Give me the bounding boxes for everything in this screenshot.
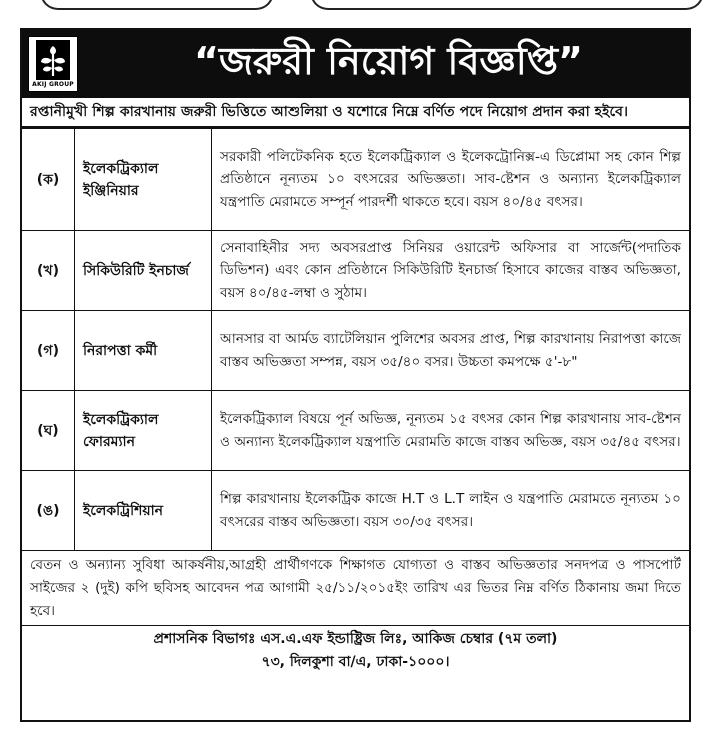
position-serial: (ঘ) <box>22 391 75 471</box>
top-border-curve-right <box>310 0 704 10</box>
leaf-tree-logo-icon <box>36 40 70 80</box>
position-serial: (ঙ) <box>22 471 75 551</box>
position-title: নিরাপত্তা কর্মী <box>75 311 212 391</box>
address-line-2: ৭৩, দিলকুশা বা/এ, ঢাকা-১০০০। <box>261 654 450 670</box>
position-serial: (গ) <box>22 311 75 391</box>
position-serial: (খ) <box>22 231 75 311</box>
table-row <box>22 311 689 391</box>
notice-title: “জরুরী নিয়োগ বিজ্ঞপ্তি” <box>194 39 583 83</box>
position-serial: (ক) <box>22 129 75 231</box>
position-description: ইলেকট্রিক্যাল বিষয়ে পূর্ন অভিজ্ঞ, নূন্যতম ১৫ বৎসর কোন শিল্প কারখানায় সাব-ষ্টেশন ও অন্যান্য ইলেকট্রিক্যাল যন্ত্রপাতি মেরামতি কাজে বাস্তব অভিজ্ঞ, বয়স ৩৫/৪৫ বৎসর। <box>212 391 690 471</box>
position-description: সেনাবাহিনীর সদ্য অবসরপ্রাপ্ত সিনিয়র ওয়ারেন্ট অফিসার বা সার্জেন্ট(পদাতিক ডিভিশন) এবং কোন প্রতিষ্ঠানে সিকিউরিটি ইনচার্জ হিসাবে কাজের বাস্তব অভিজ্ঞতা, বয়স ৪০/৪৫-লম্বা ও সুঠাম। <box>212 231 690 311</box>
position-title: ইলেকট্রিশিয়ান <box>75 471 212 551</box>
table-row <box>22 391 689 471</box>
address-block <box>22 625 689 676</box>
position-title: সিকিউরিটি ইনচার্জ <box>75 231 212 311</box>
position-description: সরকারী পলিটেকনিক হতে ইলেকট্রিক্যাল ও ইলেকট্রোনিক্স-এ ডিপ্লোমা সহ কোন শিল্প প্রতিষ্ঠানে নূন্যতম ১০ বৎসরের অভিজ্ঞতা। সাব-ষ্টেশন ও অন্যান্য ইলেকট্রিক্যাল যন্ত্রপাতি মেরামতে সম্পূর্ন পারদর্শী থাকতে হবে। বয়স ৪০/৪৫ বৎসর। <box>212 129 690 231</box>
position-title: ইলেকট্রিক্যাল ফোরম্যান <box>75 391 212 471</box>
notice-header <box>22 30 689 98</box>
application-instructions: বেতন ও অন্যান্য সুবিধা আকর্ষনীয়,আগ্রহী প্রার্থীগণকে শিক্ষাগত যোগ্যতা ও বাস্তব অভিজ্ঞতার সনদপত্র ও পাসপোর্ট সাইজের ২ (দুই) কপি ছবিসহ আবেদন পত্র আগামী ২৫/১১/২০১৫ইং তারিখ এর ভিতর নিম্ন বর্ণিত ঠিকানায় জমা দিতে হবে। <box>30 557 681 619</box>
top-border-curve-left <box>40 0 274 10</box>
position-description: শিল্প কারখানায় ইলেকট্রিক কাজে H.T ও L.T লাইন ও যন্ত্রপাতি মেরামতে নূন্যতম ১০ বৎসরের বাস্তব অভিজ্ঞতা। বয়স ৩০/৩৫ বৎসর। <box>212 471 690 551</box>
positions-table <box>22 128 689 551</box>
notice-intro: রপ্তানীমুখী শিল্প কারখানায় জরুরী ভিত্তিতে আশুলিয়া ও যশোরে নিম্নে বর্ণিত পদে নিয়োগ প্রদান করা হইবে। <box>22 98 689 128</box>
company-logo <box>28 36 78 92</box>
position-description: আনসার বা আর্মড ব্যাটেলিয়ান পুলিশের অবসর প্রাপ্ত, শিল্প কারখানায় নিরাপত্তা কাজে বাস্তব অভিজ্ঞতা সম্পন্ন, বয়স ৩৫/৪০ বসর। উচ্চতা কমপক্ষে ৫'-৮" <box>212 311 690 391</box>
table-row <box>22 471 689 551</box>
logo-text: AKIJ GROUP <box>32 81 74 88</box>
table-row <box>22 129 689 231</box>
address-line-1: প্রশাসনিক বিভাগঃ এস.এ.এফ ইন্ডাষ্ট্রিজ লিঃ, আকিজ চেম্বার (৭ম তলা) <box>153 631 558 647</box>
position-title: ইলেকট্রিক্যাল ইঞ্জিনিয়ার <box>75 129 212 231</box>
notice-frame <box>20 28 691 722</box>
table-row <box>22 231 689 311</box>
